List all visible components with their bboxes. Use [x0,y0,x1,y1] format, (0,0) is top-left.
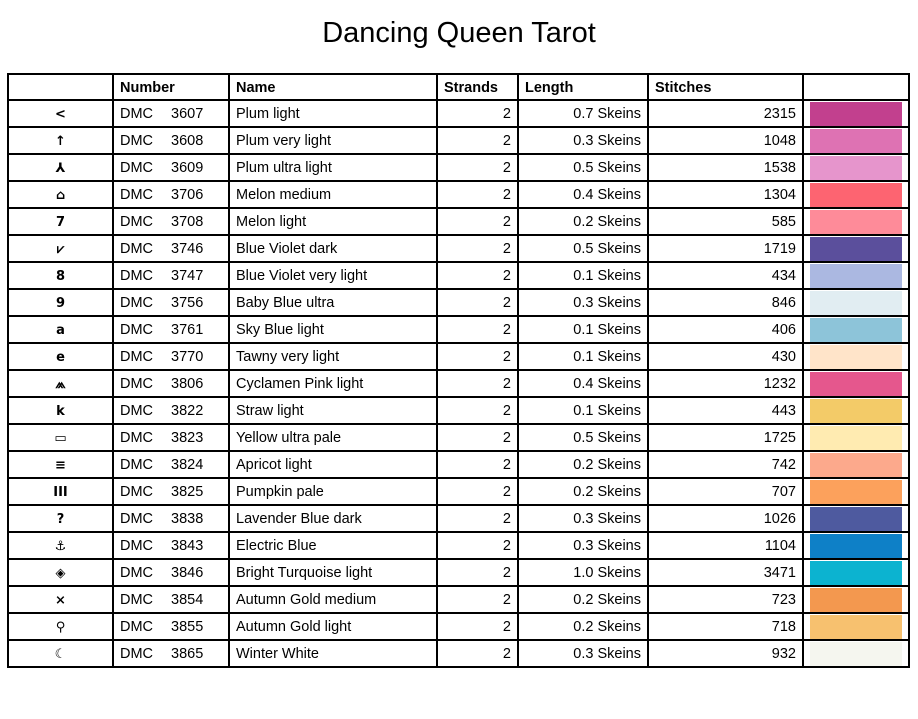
table-row [8,343,909,370]
strands-value: 2 [437,181,518,208]
floss-code: 3756 [171,295,204,311]
header-number: Number [113,74,229,100]
header-color [803,74,909,100]
length-value: 1.0 Skeins [518,559,648,586]
floss-name: Sky Blue light [229,316,437,343]
strands-value: 2 [437,100,518,127]
table-row [8,181,909,208]
color-swatch [810,156,902,180]
floss-number [113,478,229,505]
strands-value: 2 [437,343,518,370]
floss-brand: DMC [120,322,154,338]
strands-value: 2 [437,478,518,505]
floss-brand: DMC [120,457,154,473]
strands-value: 2 [437,640,518,667]
floss-name: Plum light [229,100,437,127]
symbol-icon: 8 [8,262,113,289]
table-row [8,424,909,451]
floss-name: Melon light [229,208,437,235]
floss-brand: DMC [120,403,154,419]
floss-brand: DMC [120,646,154,662]
symbol-icon: < [8,100,113,127]
length-value: 0.2 Skeins [518,451,648,478]
floss-name: Autumn Gold medium [229,586,437,613]
table-row [8,208,909,235]
stitches-value: 707 [648,478,803,505]
floss-code: 3706 [171,187,204,203]
color-swatch [810,102,902,126]
floss-brand: DMC [120,133,154,149]
symbol-icon: k [8,397,113,424]
symbol-icon: ⅄ [8,154,113,181]
color-swatch-cell [803,613,909,640]
header-name: Name [229,74,437,100]
symbol-icon: ↑ [8,127,113,154]
stitches-value: 1026 [648,505,803,532]
symbol-icon: e [8,343,113,370]
color-swatch [810,318,902,342]
stitches-value: 846 [648,289,803,316]
color-swatch-cell [803,640,909,667]
floss-brand: DMC [120,106,154,122]
color-swatch [810,561,902,585]
table-row [8,613,909,640]
length-value: 0.2 Skeins [518,613,648,640]
stitches-value: 718 [648,613,803,640]
color-swatch [810,588,902,612]
floss-number [113,640,229,667]
symbol-icon: ◈ [8,559,113,586]
length-value: 0.5 Skeins [518,235,648,262]
symbol-icon: ▭ [8,424,113,451]
floss-code: 3838 [171,511,204,527]
strands-value: 2 [437,208,518,235]
strands-value: 2 [437,370,518,397]
floss-name: Cyclamen Pink light [229,370,437,397]
stitches-value: 406 [648,316,803,343]
floss-name: Plum very light [229,127,437,154]
length-value: 0.3 Skeins [518,532,648,559]
stitches-value: 443 [648,397,803,424]
length-value: 0.1 Skeins [518,397,648,424]
floss-brand: DMC [120,538,154,554]
floss-code: 3761 [171,322,204,338]
floss-code: 3846 [171,565,204,581]
color-swatch [810,507,902,531]
strands-value: 2 [437,154,518,181]
floss-code: 3770 [171,349,204,365]
symbol-icon: ⨯ [8,586,113,613]
floss-code: 3825 [171,484,204,500]
floss-brand: DMC [120,484,154,500]
color-swatch-cell [803,208,909,235]
floss-name: Lavender Blue dark [229,505,437,532]
length-value: 0.3 Skeins [518,127,648,154]
color-swatch-cell [803,478,909,505]
header-strands: Strands [437,74,518,100]
strands-value: 2 [437,289,518,316]
stitches-value: 932 [648,640,803,667]
floss-code: 3854 [171,592,204,608]
floss-code: 3843 [171,538,204,554]
floss-brand: DMC [120,295,154,311]
floss-code: 3855 [171,619,204,635]
floss-brand: DMC [120,349,154,365]
floss-name: Plum ultra light [229,154,437,181]
floss-number [113,613,229,640]
floss-number [113,370,229,397]
floss-name: Tawny very light [229,343,437,370]
color-swatch [810,210,902,234]
table-row [8,640,909,667]
strands-value: 2 [437,316,518,343]
strands-value: 2 [437,235,518,262]
stitches-value: 434 [648,262,803,289]
floss-number [113,262,229,289]
color-swatch-cell [803,370,909,397]
floss-number [113,532,229,559]
floss-code: 3822 [171,403,204,419]
length-value: 0.7 Skeins [518,100,648,127]
table-row [8,100,909,127]
floss-number [113,397,229,424]
floss-name: Yellow ultra pale [229,424,437,451]
color-swatch [810,426,902,450]
length-value: 0.5 Skeins [518,154,648,181]
floss-number [113,505,229,532]
color-swatch [810,642,902,666]
length-value: 0.5 Skeins [518,424,648,451]
floss-name: Pumpkin pale [229,478,437,505]
strands-value: 2 [437,451,518,478]
symbol-icon: III [8,478,113,505]
floss-code: 3746 [171,241,204,257]
legend-body [8,100,909,667]
floss-number [113,586,229,613]
color-swatch [810,237,902,261]
table-row [8,127,909,154]
symbol-icon: 7 [8,208,113,235]
table-row [8,559,909,586]
floss-name: Bright Turquoise light [229,559,437,586]
color-swatch [810,480,902,504]
table-row [8,154,909,181]
floss-brand: DMC [120,187,154,203]
color-swatch [810,372,902,396]
header-stitches: Stitches [648,74,803,100]
length-value: 0.4 Skeins [518,181,648,208]
color-swatch-cell [803,289,909,316]
floss-name: Winter White [229,640,437,667]
symbol-icon: 9 [8,289,113,316]
color-swatch-cell [803,532,909,559]
color-swatch-cell [803,451,909,478]
color-swatch [810,615,902,639]
floss-brand: DMC [120,214,154,230]
table-row [8,289,909,316]
stitches-value: 742 [648,451,803,478]
symbol-icon: a [8,316,113,343]
color-swatch [810,291,902,315]
floss-number [113,289,229,316]
floss-number [113,424,229,451]
stitches-value: 430 [648,343,803,370]
floss-brand: DMC [120,511,154,527]
floss-number [113,208,229,235]
floss-code: 3823 [171,430,204,446]
length-value: 0.1 Skeins [518,262,648,289]
floss-number [113,451,229,478]
length-value: 0.3 Skeins [518,289,648,316]
stitches-value: 1048 [648,127,803,154]
floss-code: 3608 [171,133,204,149]
floss-brand: DMC [120,160,154,176]
color-swatch [810,345,902,369]
floss-number [113,316,229,343]
color-swatch-cell [803,397,909,424]
stitches-value: 1232 [648,370,803,397]
floss-number [113,181,229,208]
symbol-icon: ⩕ [8,370,113,397]
color-swatch-cell [803,505,909,532]
stitches-value: 1304 [648,181,803,208]
header-symbol [8,74,113,100]
strands-value: 2 [437,262,518,289]
color-swatch-cell [803,559,909,586]
color-swatch [810,534,902,558]
floss-number [113,235,229,262]
floss-brand: DMC [120,565,154,581]
floss-number [113,559,229,586]
floss-brand: DMC [120,430,154,446]
color-swatch-cell [803,100,909,127]
color-swatch-cell [803,154,909,181]
floss-brand: DMC [120,619,154,635]
table-row [8,505,909,532]
floss-code: 3747 [171,268,204,284]
table-row [8,478,909,505]
symbol-icon: ⚲ [8,613,113,640]
floss-brand: DMC [120,592,154,608]
color-swatch-cell [803,586,909,613]
floss-brand: DMC [120,268,154,284]
table-row [8,586,909,613]
floss-legend-table [7,73,910,668]
color-swatch-cell [803,235,909,262]
symbol-icon: ≡ [8,451,113,478]
floss-number [113,100,229,127]
strands-value: 2 [437,559,518,586]
floss-code: 3609 [171,160,204,176]
table-row [8,262,909,289]
strands-value: 2 [437,505,518,532]
floss-brand: DMC [120,241,154,257]
floss-name: Baby Blue ultra [229,289,437,316]
symbol-icon: ⌂ [8,181,113,208]
strands-value: 2 [437,532,518,559]
length-value: 0.2 Skeins [518,208,648,235]
floss-number [113,343,229,370]
length-value: 0.1 Skeins [518,316,648,343]
color-swatch-cell [803,181,909,208]
symbol-icon: ⚓ [8,532,113,559]
floss-name: Straw light [229,397,437,424]
strands-value: 2 [437,397,518,424]
symbol-icon: ? [8,505,113,532]
table-row [8,370,909,397]
table-row [8,235,909,262]
strands-value: 2 [437,127,518,154]
strands-value: 2 [437,613,518,640]
strands-value: 2 [437,586,518,613]
color-swatch [810,183,902,207]
symbol-icon: ☾ [8,640,113,667]
floss-code: 3607 [171,106,204,122]
color-swatch [810,129,902,153]
symbol-icon: ⩗ [8,235,113,262]
floss-name: Blue Violet dark [229,235,437,262]
table-row [8,451,909,478]
length-value: 0.1 Skeins [518,343,648,370]
header-row [8,74,909,100]
stitches-value: 2315 [648,100,803,127]
length-value: 0.3 Skeins [518,640,648,667]
stitches-value: 1538 [648,154,803,181]
stitches-value: 1104 [648,532,803,559]
header-length: Length [518,74,648,100]
table-row [8,397,909,424]
floss-code: 3806 [171,376,204,392]
floss-name: Blue Violet very light [229,262,437,289]
floss-brand: DMC [120,376,154,392]
floss-code: 3865 [171,646,204,662]
floss-code: 3708 [171,214,204,230]
floss-name: Melon medium [229,181,437,208]
color-swatch [810,453,902,477]
color-swatch-cell [803,343,909,370]
floss-name: Autumn Gold light [229,613,437,640]
color-swatch-cell [803,127,909,154]
stitches-value: 3471 [648,559,803,586]
page-title: Dancing Queen Tarot [322,17,596,49]
strands-value: 2 [437,424,518,451]
stitches-value: 585 [648,208,803,235]
length-value: 0.3 Skeins [518,505,648,532]
length-value: 0.4 Skeins [518,370,648,397]
table-row [8,316,909,343]
table-row [8,532,909,559]
floss-code: 3824 [171,457,204,473]
floss-number [113,154,229,181]
floss-name: Apricot light [229,451,437,478]
stitches-value: 723 [648,586,803,613]
color-swatch [810,264,902,288]
floss-name: Electric Blue [229,532,437,559]
stitches-value: 1725 [648,424,803,451]
floss-number [113,127,229,154]
color-swatch [810,399,902,423]
color-swatch-cell [803,316,909,343]
color-swatch-cell [803,262,909,289]
stitches-value: 1719 [648,235,803,262]
length-value: 0.2 Skeins [518,478,648,505]
length-value: 0.2 Skeins [518,586,648,613]
color-swatch-cell [803,424,909,451]
